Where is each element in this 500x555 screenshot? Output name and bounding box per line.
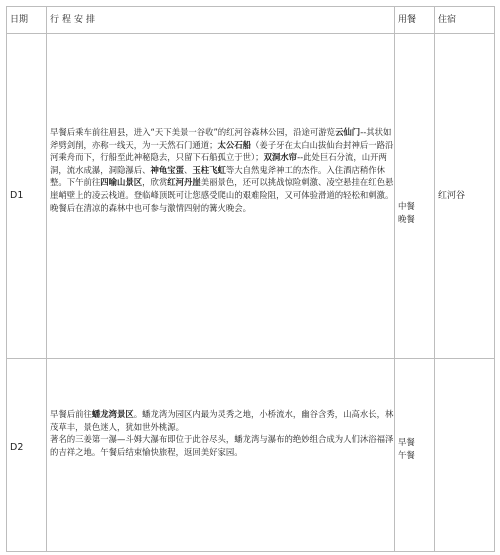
- column-divider-date: [46, 6, 47, 551]
- meal-d2-lunch: 午餐: [398, 449, 415, 460]
- table-border-top: [6, 6, 495, 7]
- scenic-spot-name: 云仙门: [335, 127, 361, 137]
- table-border-left: [6, 6, 7, 551]
- itinerary-d1: [50, 126, 394, 214]
- table-border-bottom: [6, 551, 495, 552]
- scenic-spot-name: 玉柱飞虹: [192, 164, 226, 175]
- header-lodging: 住宿: [438, 14, 457, 25]
- itinerary-text: 。蟠龙湾为园区内最为灵秀之地，小桥流水，幽谷含秀，山高水长，林茂草丰，景色迷人，犹如世外桃源。: [50, 409, 394, 432]
- itinerary-text: 著名的三姜第一瀑—斗姆大瀑布即位于此谷尽头，蟠龙湾与瀑布的绝妙组合成为人们沐浴福泽的吉祥之地。午餐后结束愉快旅程，返回美好家园。: [50, 434, 394, 457]
- lodging-d1: 红河谷: [438, 191, 466, 201]
- itinerary-text: 、: [184, 164, 193, 175]
- itinerary-text: 美丽景色，还可以挑战惊险刺激、凌空悬挂在红色悬崖峭壁上的凌云栈道。登临峰顶既可让您感受爬山的艰难险阻，又可体验滑道的轻松和刺激。晚餐后在清凉的森林中也可参与激情四射的篝火晚会。: [50, 177, 394, 213]
- scenic-spot-name: 红河丹崖: [167, 177, 201, 188]
- itinerary-d1-text: [50, 126, 394, 214]
- itinerary-text: --其状如斧劈剑削，亦称一线天，为一天然石门通道；: [50, 127, 392, 150]
- column-divider-itinerary: [394, 6, 395, 551]
- itinerary-text: ，欣赏: [142, 177, 168, 188]
- itinerary-text: 早餐后乘车前往眉县，进入“天下美景一谷收”的红河谷森林公园，沿途可游览: [50, 127, 336, 137]
- itinerary-d2: [50, 408, 394, 458]
- table-border-right: [494, 6, 495, 551]
- header-meals: 用餐: [398, 14, 417, 25]
- day-row-divider: [6, 358, 495, 359]
- scenic-spot-name: 双洞水帘: [263, 152, 298, 163]
- itinerary-text: --此处巨石分流，山开两洞，流水成瀑，洞隐瀑后、: [50, 152, 387, 175]
- meal-d1-lunch: 中餐: [398, 201, 415, 211]
- scenic-spot-name: 蟠龙湾景区: [91, 409, 134, 419]
- meals-d2: [398, 436, 434, 461]
- itinerary-d2-paragraph-1: [50, 408, 394, 433]
- meal-d1-dinner: 晚餐: [398, 213, 415, 224]
- meal-d2-breakfast: 早餐: [398, 437, 415, 447]
- itinerary-text: （姜子牙在太白山拔仙台封神后一路沿河乘舟而下，行船至此神秘隐去，只留下石船孤立于世）；: [50, 139, 394, 163]
- day-label-d2: D2: [10, 442, 24, 453]
- itinerary-d2-paragraph-2: [50, 433, 394, 458]
- itinerary-text: 早餐后前往: [50, 409, 92, 419]
- header-date: 日期: [10, 14, 29, 25]
- meals-d1: [398, 200, 434, 225]
- scenic-spot-name: 四喻山景区: [100, 177, 143, 188]
- column-divider-meals: [434, 6, 435, 551]
- header-itinerary: 行程安排: [50, 14, 99, 25]
- itinerary-text: 等大自然鬼斧神工的杰作。入住酒店稍作休整。下午前往: [50, 164, 385, 188]
- header-row-divider: [6, 33, 495, 34]
- scenic-spot-name: 神龟宝蛋: [150, 164, 184, 175]
- day-label-d1: D1: [10, 190, 24, 201]
- scenic-spot-name: 太公石船: [217, 139, 251, 150]
